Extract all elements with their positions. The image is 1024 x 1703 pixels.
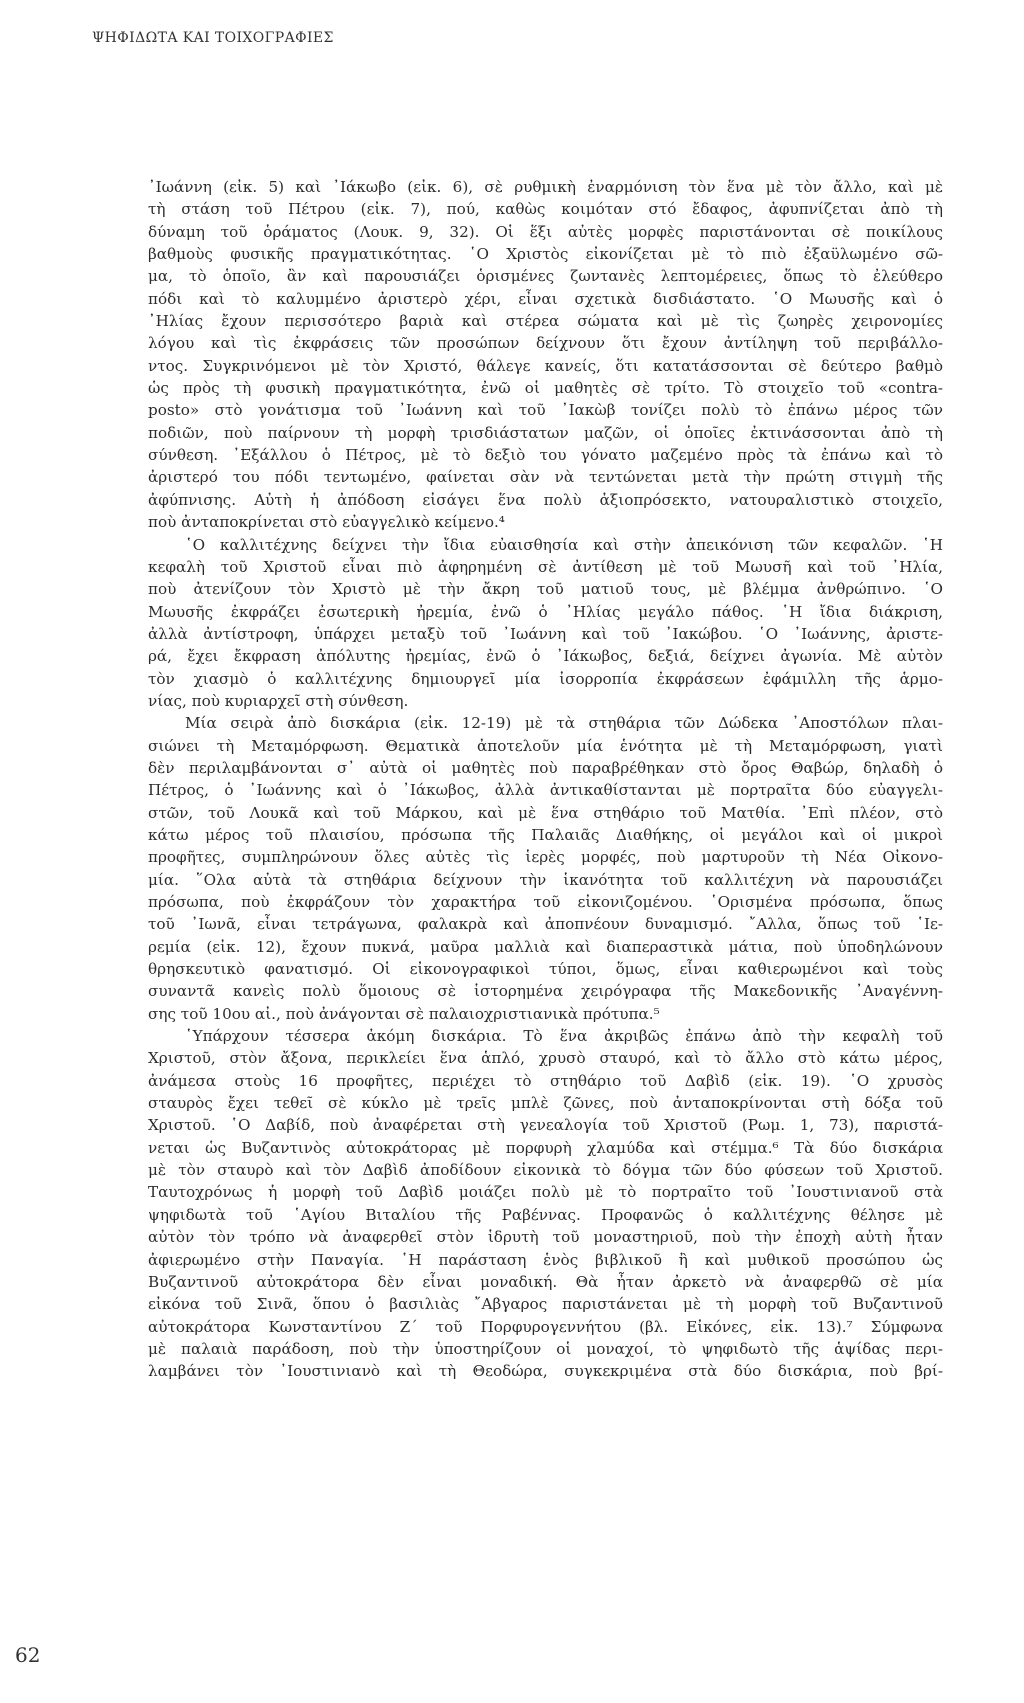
text-line: Πέτρος, ὁ ᾿Ιωάννης καὶ ὁ ᾿Ιάκωβος, ἀλλὰ ἀντικαθίστανται μὲ πορτραῖτα δύο εὐαγγελι- [148, 781, 943, 800]
text-line: ἀφιερωμένο στὴν Παναγία. ῾Η παράσταση ἑνὸς βιβλικοῦ ἢ καὶ μυθικοῦ προσώπου ὡς [148, 1250, 943, 1269]
text-line: μα, τὸ ὁποῖο, ἂν καὶ παρουσιάζει ὁρισμένες ζωντανὲς λεπτομέρειες, ὅπως τὸ ἐλεύθερο [148, 267, 943, 286]
text-line: τὸν χιασμὸ ὁ καλλιτέχνης δημιουργεῖ μία ἰσορροπία ἐκφράσεων ἐφάμιλλη τῆς ἁρμο- [148, 669, 943, 688]
text-line: βαθμοὺς φυσικῆς πραγματικότητας. ῾Ο Χριστὸς εἰκονίζεται μὲ τὸ πιὸ ἐξαϋλωμένο σῶ- [148, 245, 943, 264]
text-line: λόγου καὶ τὶς ἐκφράσεις τῶν προσώπων δείχνουν ὅτι ἔχουν ἀντίληψη τοῦ περιβάλλο- [148, 334, 943, 353]
text-line: μὲ παλαιὰ παράδοση, ποὺ τὴν ὑποστηρίζουν οἱ μοναχοί, τὸ ψηφιδωτὸ τῆς ἁψίδας περι- [148, 1339, 943, 1358]
text-line: εἰκόνα τοῦ Σινᾶ, ὅπου ὁ βασιλιὰς ῎Αβγαρος παριστάνεται μὲ τὴ μορφὴ τοῦ Βυζαντινοῦ [148, 1295, 943, 1314]
text-line: στῶν, τοῦ Λουκᾶ καὶ τοῦ Μάρκου, καὶ μὲ ἕνα στηθάριο τοῦ Ματθία. ᾿Επὶ πλέον, στὸ [148, 803, 943, 822]
text-line: Βυζαντινοῦ αὐτοκράτορα δὲν εἶναι μοναδική. Θὰ ἦταν ἀρκετὸ νὰ ἀναφερθῶ σὲ μία [148, 1272, 943, 1291]
text-line: ἀλλὰ ἀντίστροφη, ὑπάρχει μεταξὺ τοῦ ᾿Ιωάννη καὶ τοῦ ᾿Ιακώβου. ῾Ο ᾿Ιωάννης, ἀριστε- [148, 624, 943, 643]
text-line: Μωυσῆς ἐκφράζει ἐσωτερικὴ ἠρεμία, ἐνῶ ὁ ᾿Ηλίας μεγάλο πάθος. ῾Η ἴδια διάκριση, [148, 602, 943, 621]
text-line: ᾿Ηλίας ἔχουν περισσότερο βαριὰ καὶ στέρεα σώματα καὶ μὲ τὶς ζωηρὲς χειρονομίες [148, 312, 943, 331]
text-line: θρησκευτικὸ φανατισμό. Οἱ εἰκονογραφικοὶ τύποι, ὅμως, εἶναι καθιερωμένοι καὶ τοὺς [148, 960, 943, 979]
text-line: τὴ στάση τοῦ Πέτρου (εἰκ. 7), πού, καθὼς κοιμόταν στό ἔδαφος, ἀφυπνίζεται ἀπὸ τὴ [148, 200, 943, 219]
text-line: Χριστοῦ, στὸν ἄξονα, περικλείει ἕνα ἁπλό, χρυσὸ σταυρό, καὶ τὸ ἄλλο στὸ κάτω μέρος, [148, 1049, 943, 1068]
text-line: προφῆτες, συμπληρώνουν ὅλες αὐτὲς τὶς ἱερὲς μορφές, ποὺ μαρτυροῦν τὴ Νέα Οἰκονο- [148, 848, 943, 867]
page-number: 62 [15, 1643, 41, 1667]
text-line: μὲ τὸν σταυρὸ καὶ τὸν Δαβὶδ ἀποδίδουν εἰκονικὰ τὸ δόγμα τῶν δύο φύσεων τοῦ Χριστοῦ. [148, 1161, 943, 1180]
text-line: πόδι καὶ τὸ καλυμμένο ἀριστερὸ χέρι, εἶναι σχετικὰ δισδιάστατο. ῾Ο Μωυσῆς καὶ ὁ [148, 289, 943, 308]
text-line: ᾿Ιωάννη (εἰκ. 5) καὶ ᾿Ιάκωβο (εἰκ. 6), σὲ ρυθμικὴ ἐναρμόνιση τὸν ἕνα μὲ τὸν ἄλλο, καὶ μὲ [148, 178, 943, 196]
text-line: ψηφιδωτὰ τοῦ ῾Αγίου Βιταλίου τῆς Ραβέννας. Προφανῶς ὁ καλλιτέχνης θέλησε μὲ [148, 1205, 943, 1224]
text-line: ποδιῶν, ποὺ παίρνουν τὴ μορφὴ τρισδιάστατων μαζῶν, οἱ ὁποῖες ἐκτινάσσονται ἀπὸ τὴ [148, 423, 943, 442]
text-line: Ταυτοχρόνως ἡ μορφὴ τοῦ Δαβὶδ μοιάζει πολὺ μὲ τὸ πορτραῖτο τοῦ ᾿Ιουστινιανοῦ στὰ [148, 1183, 943, 1202]
text-line: ῾Υπάρχουν τέσσερα ἀκόμη δισκάρια. Τὸ ἕνα ἀκριβῶς ἐπάνω ἀπὸ τὴν κεφαλὴ τοῦ [185, 1027, 943, 1046]
text-line: δὲν περιλαμβάνονται σ᾿ αὐτὰ οἱ μαθητὲς ποὺ παραβρέθηκαν στὸ ὄρος Θαβώρ, δηλαδὴ ὁ [148, 758, 943, 777]
text-line: νεται ὡς Βυζαντινὸς αὐτοκράτορας μὲ πορφυρὴ χλαμύδα καὶ στέμμα.⁶ Τὰ δύο δισκάρια [148, 1138, 943, 1157]
text-line: Μία σειρὰ ἀπὸ δισκάρια (εἰκ. 12-19) μὲ τὰ στηθάρια τῶν Δώδεκα ᾿Αποστόλων πλαι- [185, 714, 943, 733]
text-line: ἀνάμεσα στοὺς 16 προφῆτες, περιέχει τὸ στηθάριο τοῦ Δαβὶδ (εἰκ. 19). ῾Ο χρυσὸς [148, 1071, 943, 1090]
text-line: συναντᾶ κανεὶς πολὺ ὅμοιους σὲ ἱστορημένα χειρόγραφα τῆς Μακεδονικῆς ᾿Αναγέννη- [148, 982, 943, 1001]
text-line: ντος. Συγκρινόμενοι μὲ τὸν Χριστό, θάλεγε κανείς, ὅτι κατατάσσονται σὲ δεύτερο βαθμὸ [148, 356, 943, 375]
text-line: κάτω μέρος τοῦ πλαισίου, πρόσωπα τῆς Παλαιᾶς Διαθήκης, οἱ μεγάλοι καὶ οἱ μικροὶ [148, 825, 943, 844]
text-line: ποὺ ἀνταποκρίνεται στὸ εὐαγγελικὸ κείμενο.⁴ [148, 513, 505, 532]
text-line: ὡς πρὸς τὴ φυσικὴ πραγματικότητα, ἐνῶ οἱ μαθητὲς σὲ τρίτο. Τὸ στοιχεῖο τοῦ «contra- [148, 379, 943, 398]
text-line: posto» στὸ γονάτισμα τοῦ ᾿Ιωάννη καὶ τοῦ ᾿Ιακὼβ τονίζει πολὺ τὸ ἐπάνω μέρος τῶν [148, 401, 943, 420]
text-line: Χριστοῦ. ῾Ο Δαβίδ, ποὺ ἀναφέρεται στὴ γενεαλογία τοῦ Χριστοῦ (Ρωμ. 1, 73), παριστά- [148, 1116, 943, 1135]
text-line: πρόσωπα, ποὺ ἐκφράζουν τὸν χαρακτήρα τοῦ εἰκονιζομένου. ῾Ορισμένα πρόσωπα, ὅπως [148, 893, 943, 911]
text-line: ρά, ἔχει ἔκφραση ἀπόλυτης ἠρεμίας, ἐνῶ ὁ ᾿Ιάκωβος, δεξιά, δείχνει ἀγωνία. Μὲ αὐτὸν [148, 647, 943, 666]
text-line: αὐτὸν τὸν τρόπο νὰ ἀναφερθεῖ στὸν ἱδρυτὴ τοῦ μοναστηριοῦ, ποὺ τὴν ἐποχὴ αὐτὴ ἦταν [148, 1228, 943, 1247]
text-line: αὐτοκράτορα Κωνσταντίνου Ζ´ τοῦ Πορφυρογεννήτου (βλ. Εἰκόνες, εἰκ. 13).⁷ Σύμφωνα [148, 1317, 943, 1336]
text-line: ρεμία (εἰκ. 12), ἔχουν πυκνά, μαῦρα μαλλιὰ καὶ διαπεραστικὰ μάτια, ποὺ ὑποδηλώνουν [148, 937, 943, 956]
text-line: σης τοῦ 10ου αἰ., ποὺ ἀνάγονται σὲ παλαιοχριστιανικὰ πρότυπα.⁵ [148, 1004, 660, 1023]
text-line: δύναμη τοῦ ὁράματος (Λουκ. 9, 32). Οἱ ἕξι αὐτὲς μορφὲς παριστάνονται σὲ ποικίλους [148, 222, 943, 241]
text-line: σύνθεση. ᾿Εξάλλου ὁ Πέτρος, μὲ τὸ δεξιὸ του γόνατο μαζεμένο πρὸς τὰ ἐπάνω καὶ τὸ [148, 446, 943, 465]
running-head: ΨΗΦΙΔΩΤΑ ΚΑΙ ΤΟΙΧΟΓΡΑΦΙΕΣ [92, 30, 334, 46]
text-line: σιώνει τὴ Μεταμόρφωση. Θεματικὰ ἀποτελοῦν μία ἑνότητα μὲ τὴ Μεταμόρφωση, γιατὶ [148, 736, 943, 755]
text-line: μία. ῞Ολα αὐτὰ τὰ στηθάρια δείχνουν τὴν ἱκανότητα τοῦ καλλιτέχνη νὰ παρουσιάζει [148, 870, 943, 889]
text-line: ῾Ο καλλιτέχνης δείχνει τὴν ἴδια εὐαισθησία καὶ στὴν ἀπεικόνιση τῶν κεφαλῶν. ῾Η [185, 535, 943, 554]
text-line: νίας, ποὺ κυριαρχεῖ στὴ σύνθεση. [148, 691, 409, 710]
text-line: σταυρὸς ἔχει τεθεῖ σὲ κύκλο μὲ τρεῖς μπλὲ ζῶνες, ποὺ ἀνταποκρίνονται στὴ δόξα τοῦ [148, 1094, 943, 1113]
text-line: ποὺ ἀτενίζουν τὸν Χριστὸ μὲ τὴν ἄκρη τοῦ ματιοῦ τους, μὲ βλέμμα ἀνθρώπινο. ῾Ο [148, 580, 943, 599]
text-line: τοῦ ᾿Ιωνᾶ, εἶναι τετράγωνα, φαλακρὰ καὶ ἀποπνέουν δυναμισμό. ῎Αλλα, ὅπως τοῦ ῾Ιε- [148, 915, 943, 934]
text-line: κεφαλὴ τοῦ Χριστοῦ εἶναι πιὸ ἀφηρημένη σὲ ἀντίθεση μὲ τοῦ Μωυσῆ καὶ τοῦ ᾿Ηλία, [148, 557, 943, 576]
text-line: ἀριστερό του πόδι τεντωμένο, φαίνεται σὰν νὰ τεντώνεται μετὰ τὴν πρώτη στιγμὴ τῆς [148, 468, 943, 487]
text-line: ἀφύπνισης. Αὐτὴ ἡ ἀπόδοση εἰσάγει ἕνα πολὺ ἀξιοπρόσεκτο, νατουραλιστικὸ στοιχεῖο, [148, 490, 943, 509]
main-text [148, 176, 943, 1383]
text-line: λαμβάνει τὸν ᾿Ιουστινιανὸ καὶ τὴ Θεοδώρα, συγκεκριμένα στὰ δύο δισκάρια, ποὺ βρί- [148, 1362, 943, 1381]
